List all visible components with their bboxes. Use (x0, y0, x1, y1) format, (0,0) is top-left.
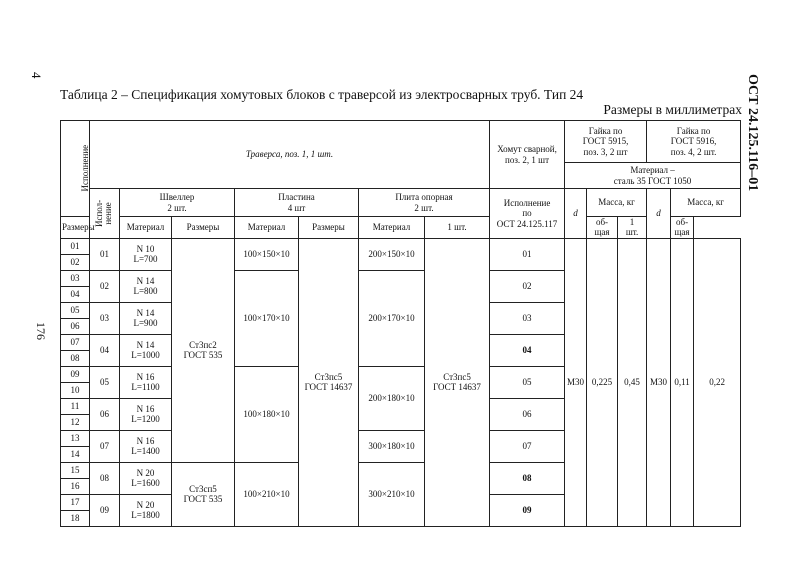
header-traversa: Траверса, поз. 1, 1 шт. (90, 121, 490, 189)
plita-size: 300×210×10 (359, 462, 425, 526)
row-ispolnenie: 17 (61, 494, 90, 510)
row-ispolnenie: 15 (61, 462, 90, 478)
nut2-mass-one: 0,11 (671, 238, 694, 526)
document-code: ОСТ 24.125.116–01 (745, 74, 760, 192)
shveller-material: Ст3пс2 ГОСТ 535 (172, 238, 235, 462)
header-plastina: Пластина 4 шт (235, 189, 359, 217)
header-d-2: d (647, 189, 671, 239)
plita-size: 200×170×10 (359, 270, 425, 366)
plastina-size: 100×180×10 (235, 366, 299, 462)
shveller-size: N 16 L=1200 (120, 398, 172, 430)
plastina-size: 100×150×10 (235, 238, 299, 270)
row-ispolnenie: 03 (61, 270, 90, 286)
header-plita: Плита опорная 2 шт. (359, 189, 490, 217)
header-ispoln-sub: Испол- нение (90, 189, 120, 239)
khomut-ispolnenie: 09 (490, 494, 565, 526)
shveller-size: N 20 L=1800 (120, 494, 172, 526)
shveller-size: N 10 L=700 (120, 238, 172, 270)
nut2-mass-total: 0,22 (694, 238, 741, 526)
row-ispolnenie: 13 (61, 430, 90, 446)
row-ispolnenie: 01 (61, 238, 90, 254)
plita-size: 300×180×10 (359, 430, 425, 462)
plita-size: 200×180×10 (359, 366, 425, 430)
row-ispolnenie: 18 (61, 510, 90, 526)
row-ispolnenie: 04 (61, 286, 90, 302)
row-ispolnenie: 10 (61, 382, 90, 398)
row-ispolnenie: 12 (61, 414, 90, 430)
sub-ispolnenie: 08 (90, 462, 120, 494)
page-number: 4 (29, 72, 44, 79)
header-total-2: об- щая (671, 217, 694, 239)
sub-ispolnenie: 04 (90, 334, 120, 366)
table-title: Таблица 2 – Спецификация хомутовых блоков с траверсой из электросварных труб. Тип 24 (60, 87, 584, 102)
row-ispolnenie: 07 (61, 334, 90, 350)
sub-ispolnenie: 07 (90, 430, 120, 462)
header-gaika-5916: Гайка по ГОСТ 5916, поз. 4, 2 шт. (647, 121, 741, 163)
khomut-ispolnenie: 07 (490, 430, 565, 462)
header-material-nut: Материал – сталь 35 ГОСТ 1050 (565, 163, 741, 189)
shveller-size: N 20 L=1600 (120, 462, 172, 494)
row-ispolnenie: 08 (61, 350, 90, 366)
header-razmery-2: Размеры (172, 217, 235, 239)
nut1-d: М30 (565, 238, 587, 526)
header-one-piece-2: 1 шт. (618, 217, 647, 239)
row-ispolnenie: 05 (61, 302, 90, 318)
sub-ispolnenie: 02 (90, 270, 120, 302)
khomut-ispolnenie: 04 (490, 334, 565, 366)
header-khomut-ispoln: Исполнение по ОСТ 24.125.117 (490, 189, 565, 239)
khomut-ispolnenie: 08 (490, 462, 565, 494)
khomut-ispolnenie: 05 (490, 366, 565, 398)
sub-ispolnenie: 05 (90, 366, 120, 398)
sub-ispolnenie: 06 (90, 398, 120, 430)
row-ispolnenie: 14 (61, 446, 90, 462)
nut2-d: М30 (647, 238, 671, 526)
header-khomut: Хомут сварной, поз. 2, 1 шт (490, 121, 565, 189)
shveller-size: N 16 L=1100 (120, 366, 172, 398)
khomut-ispolnenie: 03 (490, 302, 565, 334)
nut1-mass-total: 0,45 (618, 238, 647, 526)
row-ispolnenie: 06 (61, 318, 90, 334)
header-material-3: Материал (359, 217, 425, 239)
sub-ispolnenie: 03 (90, 302, 120, 334)
header-shveller: Швеллер 2 шт. (120, 189, 235, 217)
header-massa-1: Масса, кг (587, 189, 647, 217)
khomut-ispolnenie: 02 (490, 270, 565, 302)
khomut-ispolnenie: 06 (490, 398, 565, 430)
specification-table (60, 120, 741, 527)
header-total-1: об- щая (587, 217, 618, 239)
header-ispolnenie: Исполнение (61, 121, 90, 217)
header-razmery-1: Размеры (61, 217, 90, 239)
row-ispolnenie: 02 (61, 254, 90, 270)
header-material-1: Материал (120, 217, 172, 239)
row-ispolnenie: 09 (61, 366, 90, 382)
row-ispolnenie: 11 (61, 398, 90, 414)
plita-material: Ст3пс5 ГОСТ 14637 (425, 238, 490, 526)
header-razmery-3: Размеры (299, 217, 359, 239)
plastina-size: 100×210×10 (235, 462, 299, 526)
khomut-ispolnenie: 01 (490, 238, 565, 270)
shveller-size: N 14 L=900 (120, 302, 172, 334)
shveller-size: N 14 L=1000 (120, 334, 172, 366)
header-material-2: Материал (235, 217, 299, 239)
header-gaika-5915: Гайка по ГОСТ 5915, поз. 3, 2 шт (565, 121, 647, 163)
plastina-material: Ст3пс5 ГОСТ 14637 (299, 238, 359, 526)
sub-ispolnenie: 09 (90, 494, 120, 526)
plastina-size: 100×170×10 (235, 270, 299, 366)
shveller-material-2: Ст3сп5 ГОСТ 535 (172, 462, 235, 526)
header-massa-2: Масса, кг (671, 189, 741, 217)
units-note: Размеры в миллиметрах (603, 102, 742, 117)
plita-size: 200×150×10 (359, 238, 425, 270)
row-ispolnenie: 16 (61, 478, 90, 494)
header-d: d (565, 189, 587, 239)
header-one-piece-1: 1 шт. (425, 217, 490, 239)
shveller-size: N 14 L=800 (120, 270, 172, 302)
side-page-number: 176 (34, 322, 48, 340)
sub-ispolnenie: 01 (90, 238, 120, 270)
nut1-mass-one: 0,225 (587, 238, 618, 526)
shveller-size: N 16 L=1400 (120, 430, 172, 462)
